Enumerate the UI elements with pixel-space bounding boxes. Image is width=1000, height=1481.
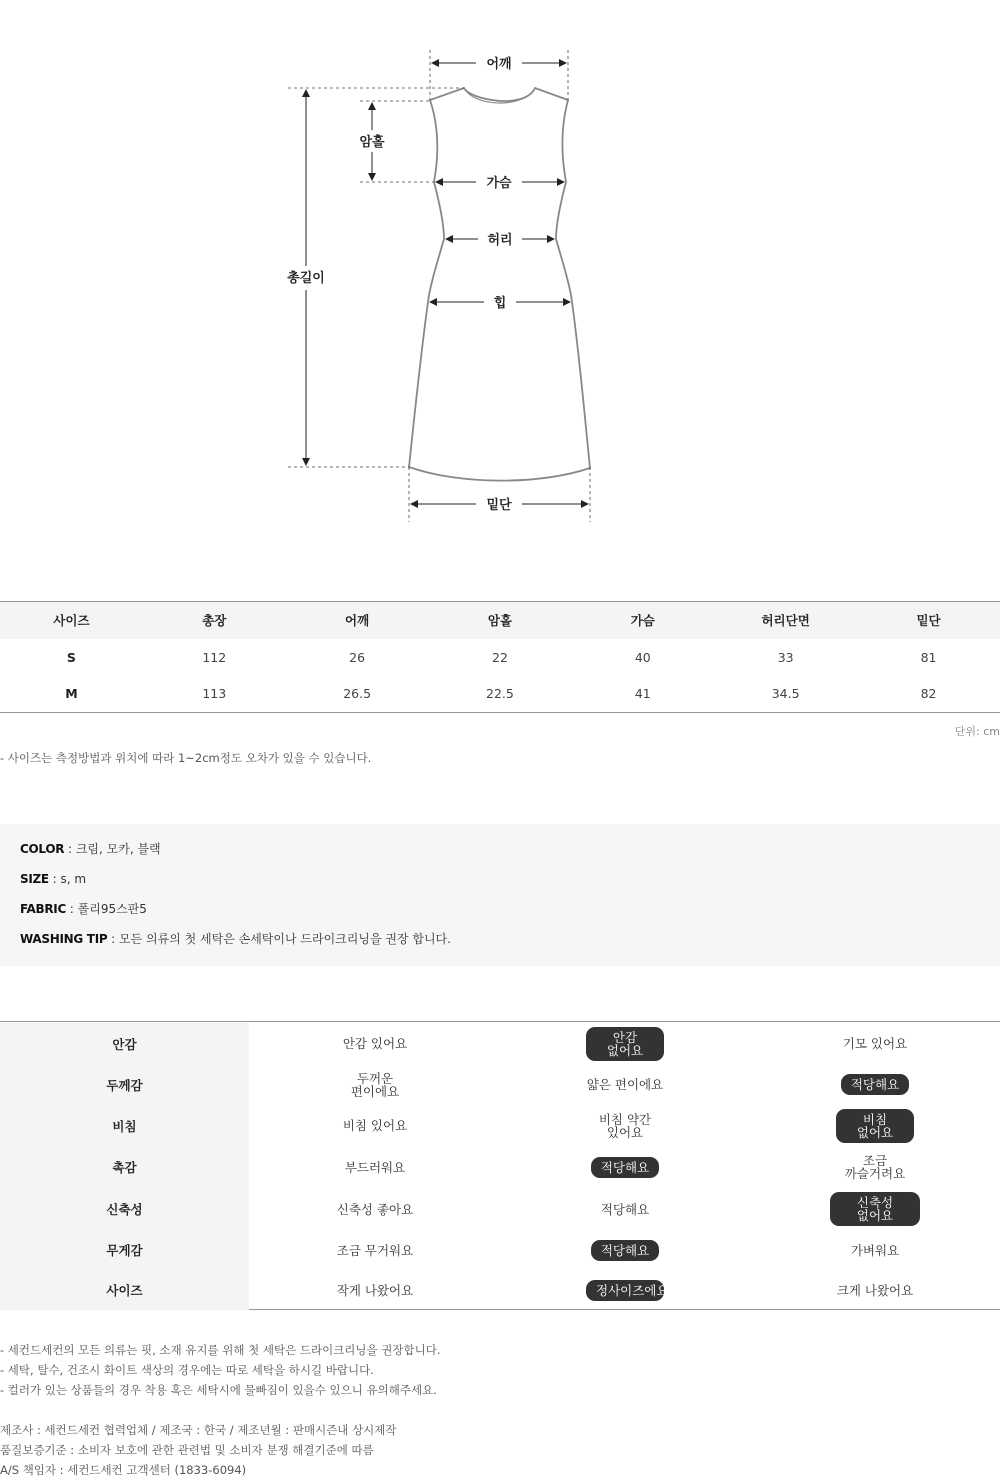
size-table: [0, 601, 1000, 713]
feel-cell: [500, 1023, 750, 1064]
table-cell: 81: [920, 649, 937, 665]
header-hem: 밑단: [857, 602, 1000, 639]
feel-cell: [250, 1270, 500, 1310]
header-shoulder: 어깨: [286, 602, 429, 639]
feel-cell: [250, 1105, 500, 1146]
feel-cell: [750, 1023, 1000, 1064]
feel-option: 적당해요: [600, 1201, 650, 1217]
feel-option: 조금 무거워요: [336, 1242, 414, 1258]
unit-label: 단위: cm: [954, 725, 1000, 738]
feel-row: [0, 1105, 1000, 1146]
table-cell: 40: [634, 649, 651, 665]
feel-label: 촉감: [0, 1146, 249, 1188]
care-note: - 컬러가 있는 상품들의 경우 착용 혹은 세탁시에 물빠짐이 있을수 있으니 유의해주세요.: [0, 1383, 437, 1397]
info-key: COLOR: [20, 842, 65, 856]
feel-row: [0, 1188, 1000, 1230]
feel-label: 무게감: [0, 1230, 249, 1270]
feel-option: 기모 있어요: [842, 1036, 908, 1051]
feel-cell: [750, 1064, 1000, 1105]
table-cell: 22: [492, 649, 508, 665]
table-cell: 33: [777, 649, 794, 665]
feel-cell: [250, 1188, 500, 1230]
feel-cell: [500, 1146, 750, 1188]
feel-option: 얇은 편이에요: [586, 1077, 664, 1092]
feel-cell: [250, 1023, 500, 1064]
table-cell: 26.5: [286, 676, 429, 713]
info-value: : 폴리95스판5: [65, 902, 147, 916]
table-row: [0, 639, 1000, 676]
feel-label: 비침: [0, 1105, 249, 1146]
dress-size-diagram: [0, 0, 1000, 560]
maker-line: A/S 책임자 : 세컨드세컨 고객센터 (1833-6094): [0, 1463, 247, 1477]
feel-cell: [500, 1270, 750, 1310]
feel-row: [0, 1064, 1000, 1105]
maker-info: [0, 1420, 397, 1480]
feel-cell: [750, 1270, 1000, 1310]
label-chest: 가슴: [486, 176, 512, 191]
feel-row: [0, 1230, 1000, 1270]
care-notes: [0, 1340, 440, 1400]
info-key: WASHING TIP: [20, 932, 108, 946]
feel-cell: [500, 1064, 750, 1105]
feel-option-selected: 신축성 없어요: [830, 1192, 920, 1226]
table-cell: S: [66, 649, 76, 665]
feel-cell: [250, 1064, 500, 1105]
feel-cell: [250, 1230, 500, 1270]
feel-cell: [750, 1105, 1000, 1146]
info-value: : s, m: [48, 872, 87, 886]
feel-label: 사이즈: [0, 1270, 249, 1310]
feel-option: 안감 있어요: [342, 1036, 408, 1051]
feel-option: 신축성 좋아요: [336, 1201, 414, 1217]
dress-outline: [409, 88, 590, 481]
feel-label: 안감: [0, 1023, 249, 1064]
info-value: : 크림, 모카, 블랙: [64, 842, 161, 856]
header-waist: 허리단면: [714, 602, 857, 639]
feel-cell: [500, 1188, 750, 1230]
care-note: - 세컨드세컨의 모든 의류는 핏, 소재 유지를 위해 첫 세탁은 드라이크리닝을 권장합니다.: [0, 1343, 441, 1357]
feel-label: 두께감: [0, 1064, 249, 1105]
label-shoulder: 어깨: [486, 57, 512, 72]
table-cell: 41: [571, 676, 714, 713]
feel-cell: [500, 1230, 750, 1270]
info-size: [20, 871, 980, 901]
info-value: : 모든 의류의 첫 세탁은 손세탁이나 드라이크리닝을 권장 합니다.: [107, 932, 451, 946]
feel-cell: [750, 1188, 1000, 1230]
header-size: 사이즈: [0, 602, 143, 639]
maker-line: 제조사 : 세컨드세컨 협력업체 / 제조국 : 한국 / 제조년월 : 판매시즌내 상시제작: [0, 1423, 397, 1437]
label-armhole: 암홀: [359, 135, 385, 150]
table-cell: 34.5: [714, 676, 857, 713]
fabric-feel-table: [0, 1021, 1000, 1310]
table-cell: 26: [349, 649, 366, 665]
label-hip: 힙: [493, 296, 507, 311]
measure-arrows: [306, 63, 588, 504]
feel-cell: [250, 1146, 500, 1188]
feel-row: [0, 1023, 1000, 1064]
feel-cell: [750, 1230, 1000, 1270]
table-cell: 22.5: [429, 676, 572, 713]
feel-cell: [500, 1105, 750, 1146]
info-washing-tip: [20, 931, 980, 961]
label-hem: 밑단: [486, 498, 512, 513]
maker-line: 품질보증기준 : 소비자 보호에 관한 관련법 및 소비자 분쟁 해결기준에 따름: [0, 1443, 374, 1457]
table-cell: M: [0, 676, 143, 713]
feel-option-selected: 적당해요: [591, 1157, 659, 1178]
feel-option: 가벼워요: [850, 1242, 900, 1258]
guide-lines: [288, 50, 590, 522]
feel-option-selected: 적당해요: [841, 1074, 909, 1095]
size-note: - 사이즈는 측정방법과 위치에 따라 1~2cm정도 오차가 있을 수 있습니다.: [0, 751, 372, 765]
feel-row: [0, 1146, 1000, 1188]
feel-option: 작게 나왔어요: [336, 1282, 414, 1298]
feel-option-selected: 정사이즈에요: [586, 1280, 664, 1301]
product-info: [0, 824, 1000, 966]
info-color: [20, 841, 980, 871]
feel-option: 조금 까슬거려요: [844, 1153, 906, 1181]
label-waist: 허리: [487, 233, 513, 248]
feel-option-selected: 안감 없어요: [586, 1027, 664, 1061]
feel-option: 두꺼운 편이에요: [350, 1070, 400, 1099]
feel-option-selected: 비침 없어요: [836, 1109, 914, 1143]
header-total-length: 총장: [143, 602, 286, 639]
table-cell: 113: [143, 676, 286, 713]
size-table-header: [0, 602, 1000, 639]
header-chest: 가슴: [571, 602, 714, 639]
feel-option: 부드러워요: [344, 1159, 406, 1175]
feel-option: 비침 있어요: [342, 1118, 408, 1133]
care-note: - 세탁, 탈수, 건조시 화이트 색상의 경우에는 따로 세탁을 하시길 바랍니다.: [0, 1363, 374, 1377]
table-cell: 82: [857, 676, 1000, 713]
info-key: SIZE: [20, 872, 49, 886]
feel-option: 크게 나왔어요: [836, 1282, 914, 1298]
header-armhole: 암홀: [429, 602, 572, 639]
table-row: [0, 676, 1000, 713]
feel-option-selected: 적당해요: [591, 1240, 659, 1261]
info-fabric: [20, 901, 980, 931]
feel-row: [0, 1270, 1000, 1310]
feel-label: 신축성: [0, 1188, 249, 1230]
info-key: FABRIC: [20, 902, 66, 916]
feel-cell: [750, 1146, 1000, 1188]
label-total-length: 총길이: [287, 271, 325, 286]
table-cell: 112: [202, 649, 227, 665]
feel-option: 비침 약간 있어요: [598, 1111, 652, 1140]
